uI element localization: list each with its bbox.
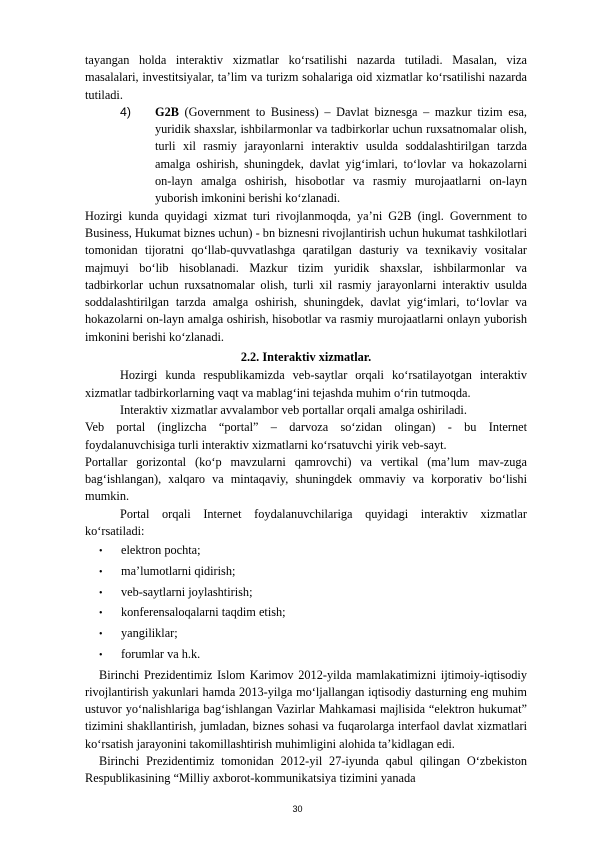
bullet-icon: • xyxy=(99,546,103,558)
list-item: • veb-saytlarni joylashtirish; xyxy=(99,583,527,604)
section-heading: 2.2. Interaktiv xizmatlar. xyxy=(240,350,372,365)
paragraph-9: Birinchi Prezidentimiz tomonidan 2012-yil 27-iyunda qabul qilingan O‘zbekiston Respublikasining “Milliy axborot-kommunikatsiya tizimini yanada xyxy=(85,754,527,786)
paragraph-1: tayangan holda interaktiv xizmatlar ko‘rsatilishi nazarda tutiladi. Masalan, viza masalalari, investitsiyalar, ta’lim va turizm sohalariga oid xizmatlar ko‘rsatilishi nazarda tutiladi. xyxy=(85,53,527,102)
paragraph-2: Hozirgi kunda quyidagi xizmat turi rivojlanmoqda, ya’ni G2B (ingl. Government to Business, Hukumat biznes uchun) - bn biznesni rivojlantirish uchun hukumat tashkilotlari tomonidan tijoratni qo‘llab-quvvatlashga qaratilgan dasturiy va texnikaviy vositalar majmuyi bo‘lib hisoblanadi. Mazkur tizim yuridik shaxslar, ishbilarmonlar va tadbirkorlar uchun ruxsatnomalar olish, turli xil rasmiy jarayonlarni interaktiv usulda soddalashtirilgan tarzda amalga oshirish, shuningdek, davlat yig‘imlari, to‘lovlar va hokazolarni on-layn amalga oshirish, hisobotlar va rasmiy murojaatlarni onlayn yuborish imkonini berishi ko‘zlanadi. xyxy=(85,208,527,344)
list-item: • forumlar va h.k. xyxy=(99,645,527,666)
g2b-term: G2B xyxy=(155,104,179,119)
paragraph-7: Portal orqali Internet foydalanuvchilariga quyidagi interaktiv xizmatlar ko‘rsatiladi: xyxy=(85,506,527,539)
item-number: 4) xyxy=(120,104,131,119)
page-number: 30 xyxy=(292,804,303,814)
bullet-icon: • xyxy=(99,567,103,579)
bullet-icon: • xyxy=(99,649,103,661)
g2b-description: (Government to Business) – Davlat biznesga – mazkur tizim esa, yuridik shaxslar, ishbilarmonlar va tadbirkorlar uchun ruxsatnomalar olish, turli xil rasmiy jarayonlarni interaktiv usulda soddalashtirilgan tarzda amalga oshirish, shuningdek, davlat yig‘imlari, to‘lovlar va hokazolarni on-layn amalga oshirish, hisobotlar va rasmiy murojaatlarni on-layn yuborish imkonini berishi ko‘zlanadi. xyxy=(155,104,527,206)
paragraph-3: Hozirgi kunda respublikamizda veb-saytlar orqali ko‘rsatilayotgan interaktiv xizmatlar tadbirkorlarning vaqt va mablag‘ini tejashda muhim o‘rin tutmoqda. xyxy=(85,368,527,400)
paragraph-6: Portallar gorizontal (ko‘p mavzularni qamrovchi) va vertikal (ma’lum mav-zuga bag‘ishlangan), xalqaro va mintaqaviy, shuningdek ommaviy va korporativ bo‘lishi mumkin. xyxy=(85,454,527,504)
services-list xyxy=(85,541,527,665)
bullet-icon: • xyxy=(99,587,103,599)
list-item: • elektron pochta; xyxy=(99,541,527,562)
paragraph-5: Veb portal (inglizcha “portal” – darvoza so‘zidan olingan) - bu Internet foydalanuvchisiga turli interaktiv xizmatlarni ko‘rsatuvchi yirik veb-sayt. xyxy=(85,420,527,452)
bullet-icon: • xyxy=(99,608,103,620)
paragraph-4: Interaktiv xizmatlar avvalambor veb portallar orqali amalga oshiriladi. xyxy=(120,402,467,417)
list-item: • yangiliklar; xyxy=(99,624,527,645)
list-item: • konferensaloqalarni taqdim etish; xyxy=(99,603,527,624)
list-item-g2b xyxy=(85,104,527,208)
paragraph-8: Birinchi Prezidentimiz Islom Karimov 2012-yilda mamlakatimizni ijtimoiy-iqtisodiy rivojlantirish yakunlari hamda 2013-yilga mo‘ljallangan iqtisodiy dasturning eng muhim ustuvor yo‘nalishlariga bag‘ishlangan Vazirlar Mahkamasi majlisida “elektron hukumat” tizimini shakllantirish, jumladan, biznes sohasi va fuqarolarga interfaol davlat xizmatlari ko‘rsatish jarayonini takomillashtirish muhimligini alohida ta’kidlagan edi. xyxy=(85,667,527,751)
bullet-icon: • xyxy=(99,629,103,641)
list-item: • ma’lumotlarni qidirish; xyxy=(99,562,527,583)
document-page xyxy=(85,52,527,788)
